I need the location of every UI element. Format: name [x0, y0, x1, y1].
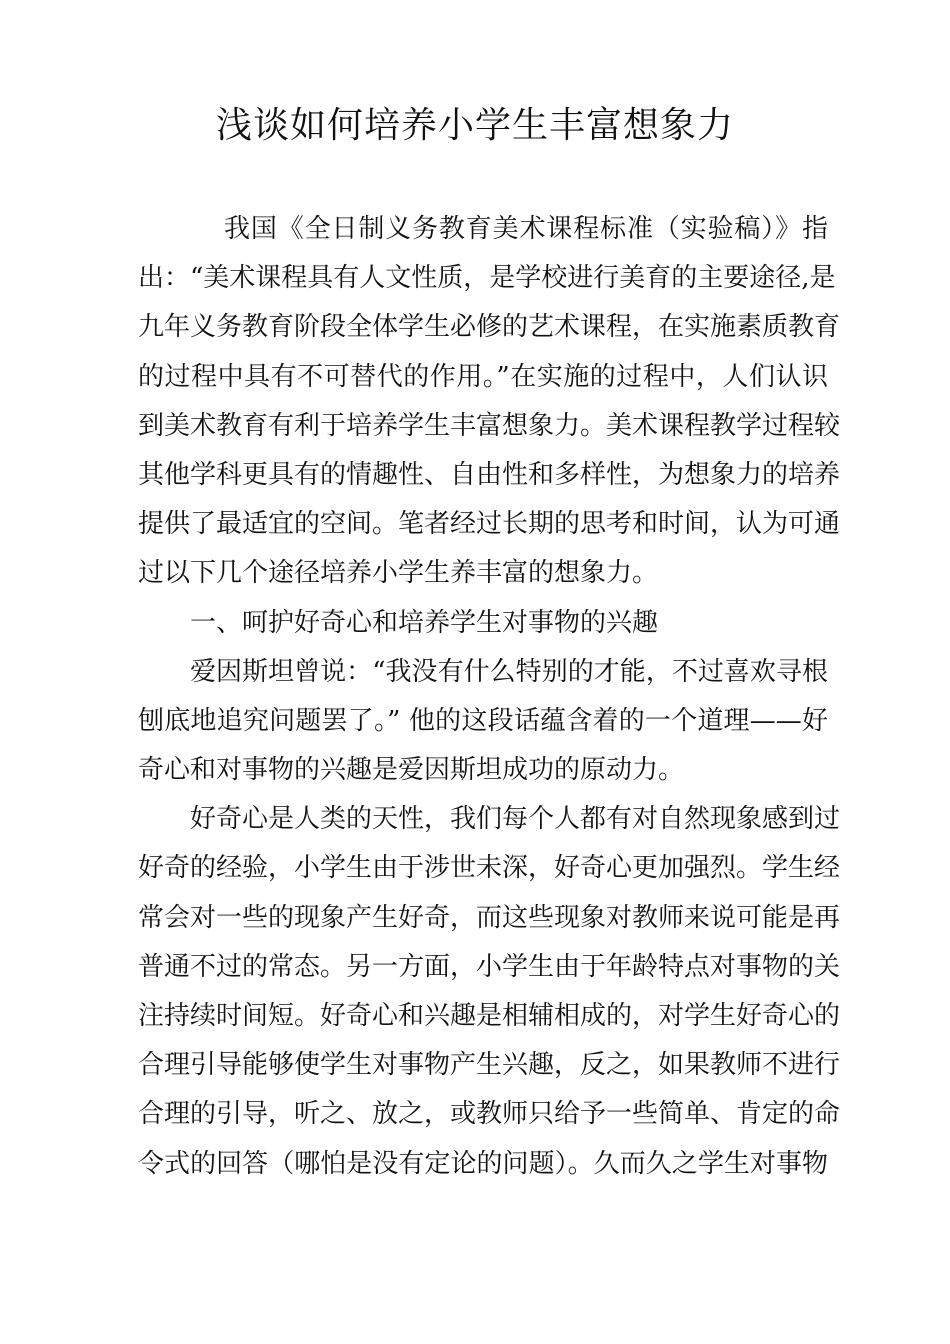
document-body [138, 205, 841, 1189]
document-title: 浅谈如何培养小学生丰富想象力 [215, 105, 734, 146]
text-line: 刨底地追究问题罢了。” 他的这段话蕴含着的一个道理——好 [138, 705, 828, 736]
text-line: 好奇的经验，小学生由于涉世未深，好奇心更加强烈。学生经 [138, 853, 841, 884]
text-line: 的过程中具有不可替代的作用。”在实施的过程中，人们认识 [138, 361, 828, 392]
section-heading: 一、呵护好奇心和培养学生对事物的兴趣 [190, 607, 659, 638]
text-line: 好奇心是人类的天性，我们每个人都有对自然现象感到过 [190, 804, 841, 835]
text-line: 令式的回答（哪怕是没有定论的问题）。久而久之学生对事物 [138, 1148, 828, 1179]
text-line: 提供了最适宜的空间。笔者经过长期的思考和时间，认为可通 [138, 509, 841, 540]
text-line: 常会对一些的现象产生好奇，而这些现象对教师来说可能是再 [138, 902, 841, 933]
text-line: 其他学科更具有的情趣性、自由性和多样性，为想象力的培养 [138, 459, 841, 490]
text-line: 过以下几个途径培养小学生养丰富的想象力。 [138, 558, 659, 589]
text-line: 爱因斯坦曾说：“我没有什么特别的才能，不过喜欢寻根 [190, 656, 828, 687]
text-line: 合理的引导，听之、放之，或教师只给予一些简单、肯定的命 [138, 1099, 841, 1130]
text-line: 合理引导能够使学生对事物产生兴趣，反之，如果教师不进行 [138, 1050, 841, 1081]
text-line: 九年义务教育阶段全体学生必修的艺术课程，在实施素质教育 [138, 312, 841, 343]
text-line: 注持续时间短。好奇心和兴趣是相辅相成的，对学生好奇心的 [138, 1001, 841, 1031]
text-line: 到美术教育有利于培养学生丰富想象力。美术课程教学过程较 [138, 410, 841, 441]
text-line: 普通不过的常态。另一方面，小学生由于年龄特点对事物的关 [138, 951, 841, 982]
text-line: 奇心和对事物的兴趣是爱因斯坦成功的原动力。 [138, 755, 685, 786]
text-line: 我国《全日制义务教育美术课程标准（实验稿）》指 [224, 214, 828, 244]
text-line: 出：“美术课程具有人文性质，是学校进行美育的主要途径,是 [138, 263, 836, 294]
